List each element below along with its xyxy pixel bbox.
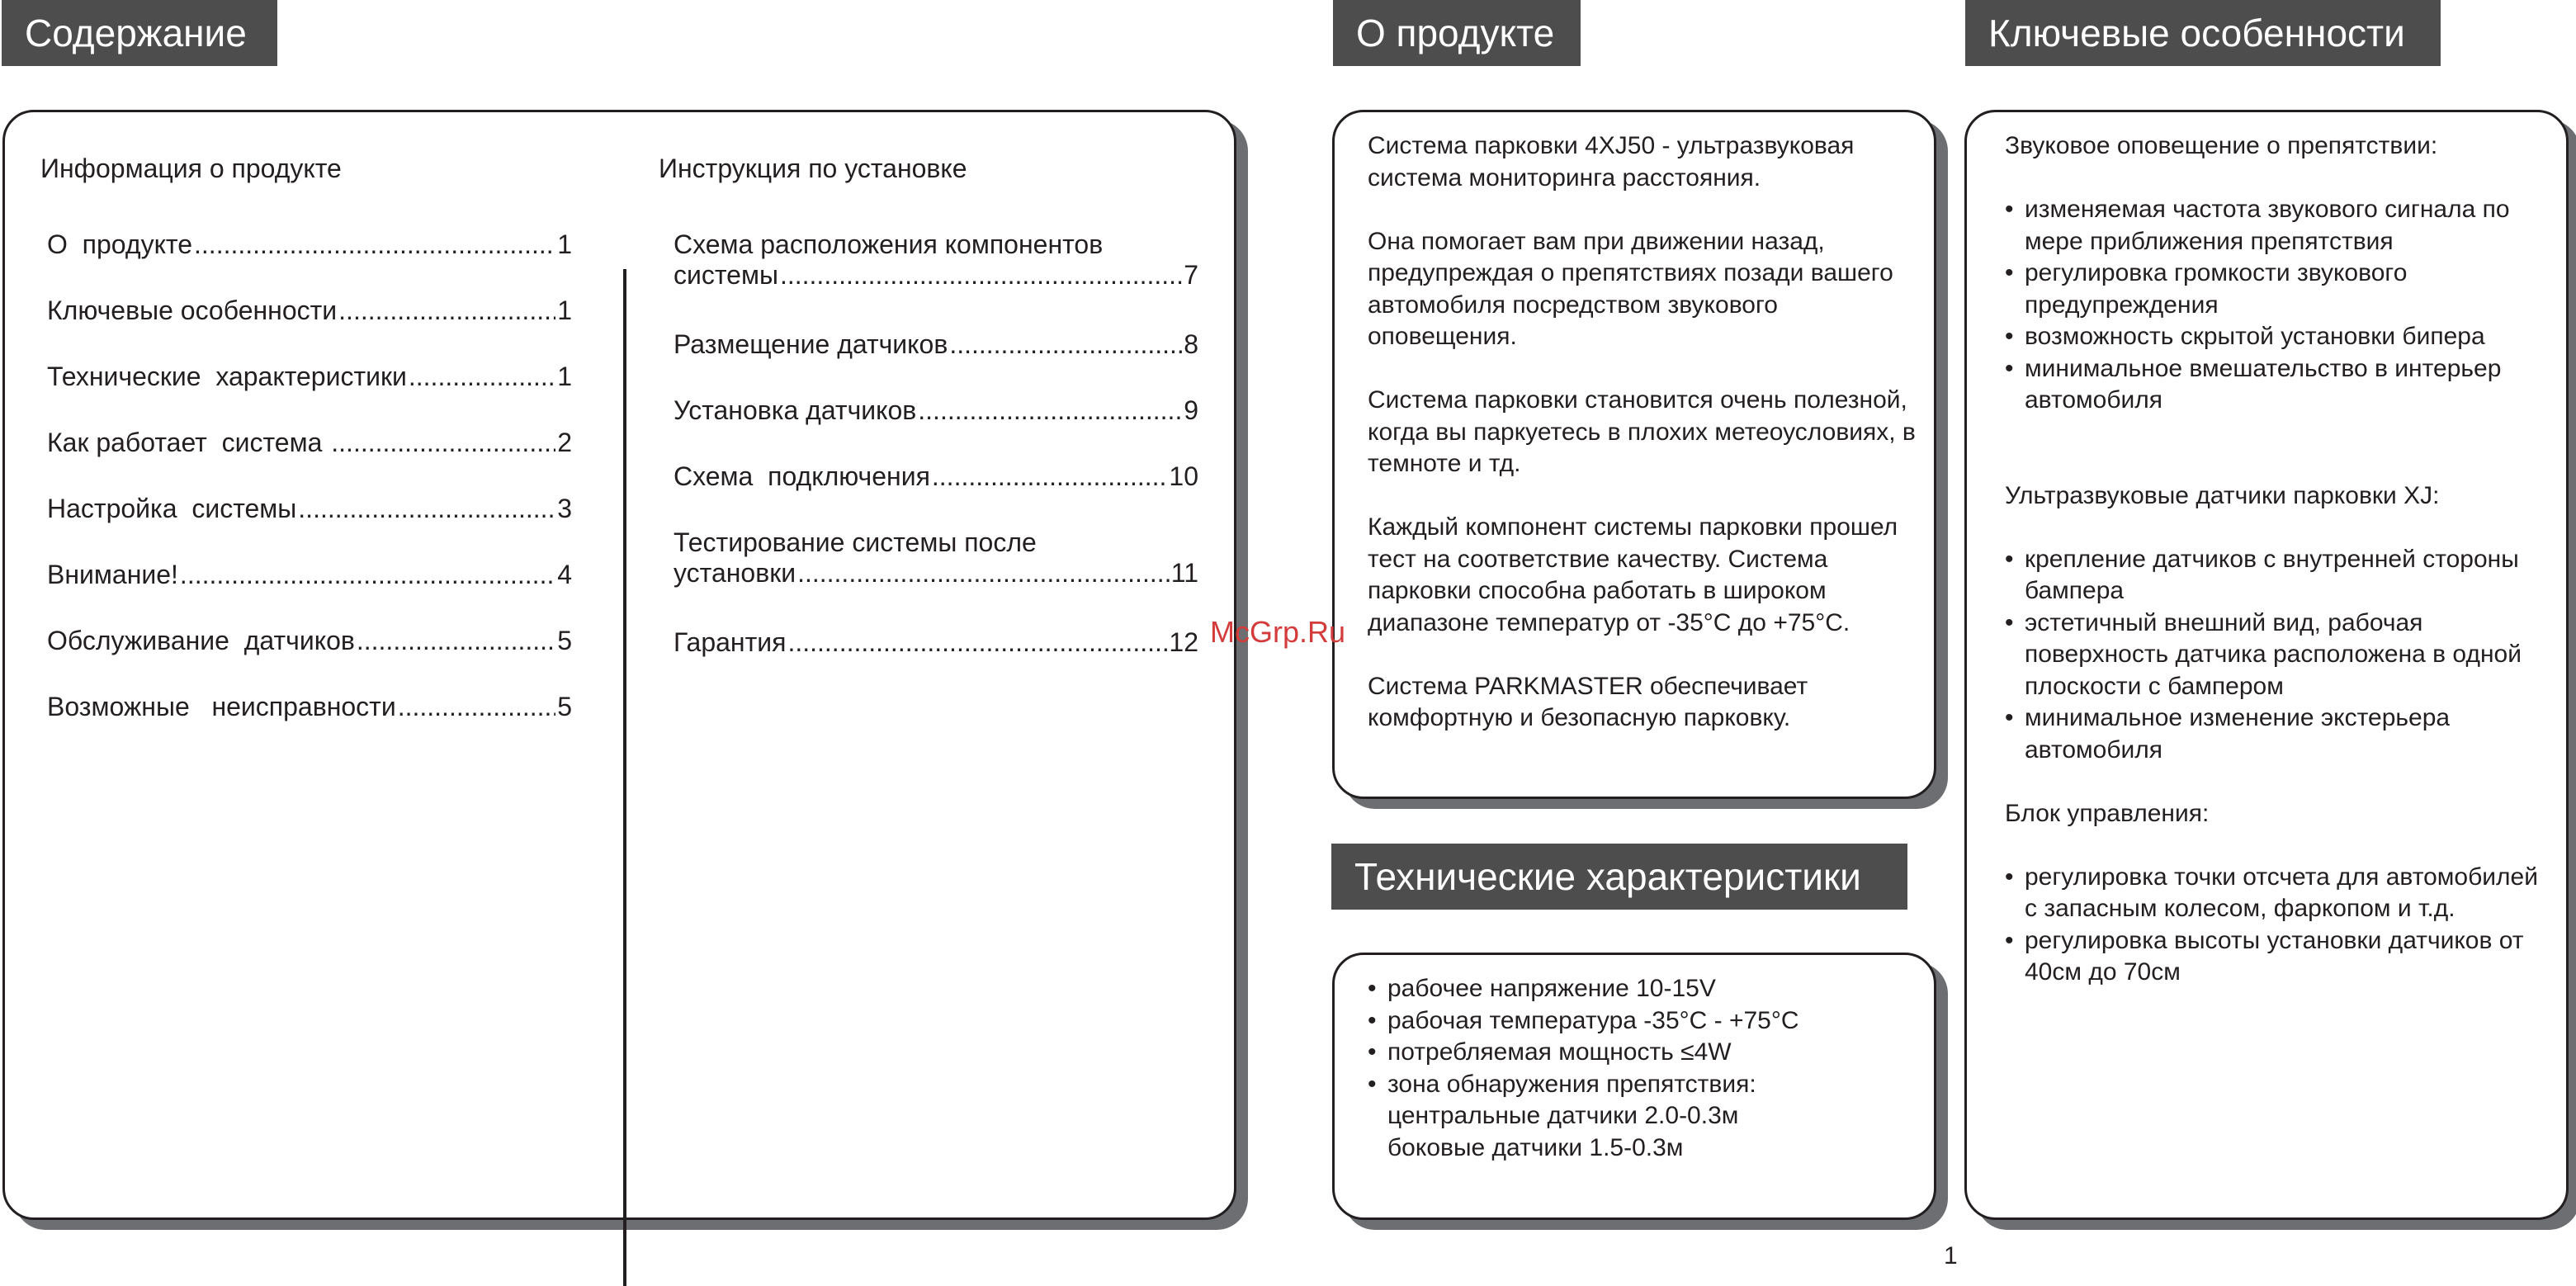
toc-page-number: 1 — [557, 362, 572, 391]
toc-page-number: 2 — [557, 428, 572, 457]
specs-item: • зона обнаружения препятствия: — [1368, 1069, 1922, 1101]
features-item: • крепление датчиков с внутренней стороны бампера — [2005, 544, 2550, 608]
toc-left-title: Информация о продукте — [40, 154, 342, 183]
specs-text — [1368, 973, 1922, 1164]
toc-item[interactable] — [47, 626, 572, 692]
features-header: Ключевые особенности — [1965, 0, 2441, 66]
toc-item[interactable] — [674, 527, 1198, 627]
features-list — [2005, 862, 2550, 989]
features-section — [2005, 798, 2550, 989]
toc-item-label: Установка датчиков — [674, 395, 917, 425]
features-box — [1964, 110, 2569, 1220]
specs-item: • потребляемая мощность ≤4W — [1368, 1037, 1922, 1069]
toc-item[interactable] — [674, 395, 1198, 461]
contents-header: Содержание — [2, 0, 277, 66]
toc-page-number: 5 — [557, 692, 572, 721]
about-paragraph: Система PARKMASTER обеспечивает комфортную и безопасную парковку. — [1368, 672, 1808, 731]
toc-item-label: Внимание! — [47, 560, 178, 589]
specs-item: • рабочая температура -35°С - +75°С — [1368, 1005, 1922, 1038]
toc-item[interactable] — [47, 229, 572, 295]
features-item: • минимальное вмешательство в интерьер автомобиля — [2005, 353, 2550, 417]
toc-item-label: Гарантия — [674, 627, 787, 657]
specs-box — [1332, 953, 1936, 1220]
toc-item-label-line1: Тестирование системы после — [674, 527, 1037, 557]
toc-page-number: 1 — [557, 295, 572, 325]
toc-page-number: 12 — [1169, 627, 1198, 657]
specs-list — [1368, 973, 1922, 1100]
toc-item[interactable] — [674, 229, 1198, 329]
page-number: 1 — [1944, 1242, 1958, 1269]
features-item: • изменяемая частота звукового сигнала по мере приближения препятствия — [2005, 194, 2550, 258]
toc-item-label: системы — [674, 260, 778, 290]
specs-header: Технические характеристики — [1331, 844, 1907, 910]
features-text — [2005, 130, 2550, 1020]
toc-item[interactable] — [47, 560, 572, 626]
about-paragraph: Она помогает вам при движении назад, предупреждая о препятствиях позади вашего автомобиля посредством звукового оповещения. — [1368, 227, 1893, 350]
features-item: • возможность скрытой установки бипера — [2005, 321, 2550, 353]
toc-item-label: Ключевые особенности — [47, 295, 338, 325]
features-list — [2005, 194, 2550, 417]
features-item: • минимальное изменение экстерьера автомобиля — [2005, 702, 2550, 766]
features-section-title: Блок управления: — [2005, 799, 2210, 827]
toc-page-number: 9 — [1184, 395, 1198, 425]
about-paragraph: Система парковки 4XJ50 - ультразвуковая система мониторинга расстояния. — [1368, 132, 1855, 191]
toc-item[interactable] — [47, 692, 572, 758]
about-text — [1368, 130, 1922, 735]
toc-item[interactable] — [47, 295, 572, 362]
toc-right-list — [674, 229, 1198, 693]
features-section-title: Ультразвуковые датчики парковки XJ: — [2005, 481, 2440, 509]
about-paragraph: Система парковки становится очень полезной, когда вы паркуетесь в плохих метеоусловиях, в темноте и тд. — [1368, 386, 1916, 477]
toc-item[interactable] — [674, 461, 1198, 527]
toc-left-list — [47, 229, 572, 758]
watermark: McGrp.Ru — [1210, 615, 1346, 649]
specs-sub-line: центральные датчики 2.0-0.3м — [1387, 1102, 1739, 1129]
toc-item-label: Настройка системы — [47, 494, 297, 523]
toc-page-number: 4 — [557, 560, 572, 589]
specs-sub-line: боковые датчики 1.5-0.3м — [1387, 1133, 1684, 1161]
features-section-title: Звуковое оповещение о препятствии: — [2005, 132, 2438, 159]
toc-page-number: 11 — [1170, 558, 1198, 588]
column-divider — [623, 269, 626, 1286]
toc-item-label: Схема подключения — [674, 461, 930, 491]
toc-page-number: 1 — [557, 229, 572, 259]
features-item: • эстетичный внешний вид, рабочая поверхность датчика расположена в одной плоскости с бампером — [2005, 608, 2550, 703]
toc-item-label: О продукте — [47, 229, 193, 259]
features-section — [2005, 480, 2550, 767]
about-header: О продукте — [1333, 0, 1581, 66]
toc-item[interactable] — [674, 627, 1198, 693]
toc-right-title: Инструкция по установке — [659, 154, 967, 183]
contents-box — [2, 110, 1236, 1220]
toc-page-number: 10 — [1169, 461, 1198, 491]
toc-item-label-line1: Схема расположения компонентов — [674, 229, 1104, 259]
toc-item-label: Возможные неисправности — [47, 692, 396, 721]
toc-item[interactable] — [674, 329, 1198, 395]
about-box — [1332, 110, 1936, 799]
toc-page-number: 3 — [557, 494, 572, 523]
toc-item-label: Технические характеристики — [47, 362, 407, 391]
toc-item[interactable] — [47, 362, 572, 428]
toc-item-label: Как работает система — [47, 428, 330, 457]
toc-item[interactable] — [47, 494, 572, 560]
toc-item-label: установки — [674, 558, 796, 588]
toc-page-number: 8 — [1184, 329, 1198, 359]
features-item: • регулировка громкости звукового предупреждения — [2005, 258, 2550, 321]
toc-page-number: 7 — [1184, 260, 1198, 290]
about-paragraph: Каждый компонент системы парковки прошел тест на соответствие качеству. Система парковки способна работать в широком диапазоне температур от -35°С до +75°С. — [1368, 513, 1898, 636]
toc-item[interactable] — [47, 428, 572, 494]
toc-page-number: 5 — [557, 626, 572, 655]
toc-item-label: Размещение датчиков — [674, 329, 948, 359]
features-item: • регулировка высоты установки датчиков от 40см до 70см — [2005, 925, 2550, 989]
features-list — [2005, 544, 2550, 767]
specs-item: • рабочее напряжение 10-15V — [1368, 973, 1922, 1005]
features-section — [2005, 130, 2550, 417]
features-item: • регулировка точки отсчета для автомобилей с запасным колесом, фаркопом и т.д. — [2005, 862, 2550, 925]
toc-item-label: Обслуживание датчиков — [47, 626, 355, 655]
